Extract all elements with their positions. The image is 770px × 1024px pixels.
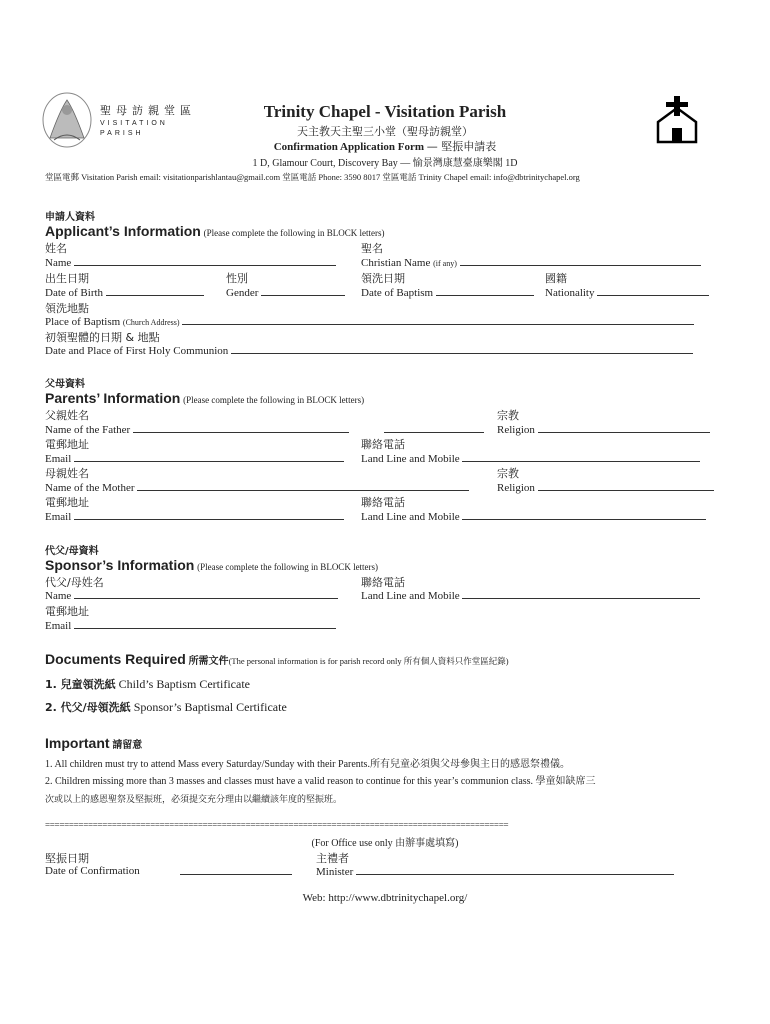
- mother-email-label-zh: 電郵地址: [45, 496, 89, 509]
- fhc-label: Date and Place of First Holy Communion: [45, 345, 229, 357]
- sponsor-name-label-zh: 代父/母姓名: [45, 576, 104, 589]
- important-heading-en: Important: [45, 735, 110, 751]
- minister-label: Minister: [316, 866, 354, 878]
- form-title-en: Confirmation Application Form: [273, 141, 425, 153]
- parents-note: (Please complete the following in BLOCK letters): [183, 395, 365, 405]
- important-line-1: 1. All children must try to attend Mass every Saturday/Sunday with their Parents.所有兒童必須與父母參與主日的感恩祭禮儀。: [45, 759, 570, 770]
- logo-text-en2: PARISH: [100, 130, 144, 137]
- form-title-zh: — 堅振申請表: [426, 140, 497, 153]
- sponsor-email-label-zh: 電郵地址: [45, 605, 89, 618]
- sponsor-note: (Please complete the following in BLOCK letters): [197, 562, 379, 572]
- parents-heading-zh: 父母資料: [45, 379, 85, 390]
- mother-religion-label-zh: 宗教: [497, 467, 519, 480]
- parents-heading: [45, 390, 364, 406]
- documents-heading-zh: 所需文件: [188, 656, 229, 667]
- mother-religion-field[interactable]: [497, 481, 714, 494]
- mother-phone-field[interactable]: [361, 510, 706, 523]
- important-heading-zh: 請留意: [112, 740, 143, 751]
- pob-note: (Church Address): [122, 318, 180, 327]
- father-phone-label-zh: 聯絡電話: [361, 438, 405, 451]
- office-divider: =================================================================================================: [45, 820, 509, 830]
- gender-label-zh: 性別: [226, 272, 248, 285]
- pob-label-zh: 領洗地點: [45, 302, 89, 315]
- minister-field[interactable]: [316, 865, 674, 878]
- website-link[interactable]: Web: http://www.dbtrinitychapel.org/: [302, 892, 468, 904]
- document-item-1-zh: 1. 兒童領洗紙: [45, 678, 116, 691]
- confirmation-date-field[interactable]: [180, 865, 292, 878]
- mother-religion-label: Religion: [497, 482, 535, 494]
- important-line-2: 2. Children missing more than 3 masses and classes must have a valid reason to continue for this year’s communion class. 學童如缺席三: [45, 776, 596, 787]
- sponsor-phone-field[interactable]: [361, 589, 700, 602]
- logo-text-zh: 聖母訪親堂區: [100, 104, 196, 117]
- important-heading: [45, 735, 142, 751]
- father-email-label-zh: 電郵地址: [45, 438, 89, 451]
- mother-label-zh: 母親姓名: [45, 467, 89, 480]
- sponsor-heading-zh: 代父/母資料: [45, 546, 99, 557]
- applicant-heading-zh: 申請人資料: [45, 212, 95, 223]
- document-item-1: [45, 676, 250, 692]
- document-item-1-en: Child’s Baptism Certificate: [118, 677, 250, 691]
- sponsor-name-field[interactable]: [45, 589, 338, 602]
- first-communion-field[interactable]: [45, 344, 693, 357]
- fhc-label-zh: 初領聖體的日期 & 地點: [45, 331, 160, 344]
- dob-field[interactable]: [45, 286, 204, 299]
- document-item-2-en: Sponsor’s Baptismal Certificate: [133, 700, 287, 714]
- documents-heading: [45, 651, 509, 667]
- applicant-heading-en: Applicant’s Information: [45, 223, 201, 239]
- parish-contact: 堂區電郵 Visitation Parish email: visitationparishlantau@gmail.com 堂區電話 Phone: 3590 8017 堂區電話 Trinity Chapel email: info@dbtrinitychapel.org: [45, 172, 580, 182]
- dobap-label-zh: 領洗日期: [361, 272, 405, 285]
- sponsor-email-field[interactable]: [45, 619, 336, 632]
- mother-name-label: Name of the Mother: [45, 482, 135, 494]
- nationality-field[interactable]: [545, 286, 709, 299]
- sponsor-phone-label: Land Line and Mobile: [361, 590, 460, 602]
- sponsor-email-label: Email: [45, 620, 72, 632]
- office-note: (For Office use only 由辦事處填寫): [311, 838, 459, 849]
- pob-label: Place of Baptism: [45, 316, 121, 328]
- baptism-date-label: Date of Baptism: [361, 287, 434, 299]
- father-phone-label: Land Line and Mobile: [361, 453, 460, 465]
- place-of-baptism-field[interactable]: [45, 315, 694, 328]
- page-title: Trinity Chapel - Visitation Parish: [263, 102, 507, 121]
- sponsor-name-label: Name: [45, 590, 72, 602]
- mother-email-field[interactable]: [45, 510, 344, 523]
- document-item-2: [45, 699, 287, 715]
- name-label-zh: 姓名: [45, 242, 67, 255]
- sponsor-phone-label-zh: 聯絡電話: [361, 576, 405, 589]
- baptism-date-field[interactable]: [361, 286, 534, 299]
- applicant-heading: [45, 223, 385, 239]
- important-line-3: 次或以上的感恩聖祭及堅振班，必須提交充分理由以繼續該年度的堅振班。: [45, 795, 343, 805]
- nationality-label: Nationality: [545, 287, 595, 299]
- church-icon: [654, 94, 700, 144]
- confirmation-date-label-zh: 堅振日期: [45, 852, 89, 865]
- gender-field[interactable]: [226, 286, 345, 299]
- mother-email-label: Email: [45, 511, 72, 523]
- father-phone-field[interactable]: [361, 452, 700, 465]
- applicant-note: (Please complete the following in BLOCK letters): [203, 228, 385, 238]
- sponsor-heading: [45, 557, 378, 573]
- mother-phone-label-zh: 聯絡電話: [361, 496, 405, 509]
- gender-label: Gender: [226, 287, 259, 299]
- minister-label-zh: 主禮者: [316, 852, 349, 865]
- sponsor-heading-en: Sponsor’s Information: [45, 557, 195, 573]
- father-religion-field[interactable]: [497, 423, 710, 436]
- parents-heading-en: Parents’ Information: [45, 390, 181, 406]
- parish-address: 1 D, Glamour Court, Discovery Bay — 愉景灣康慧臺康樂閣 1D: [252, 158, 518, 169]
- christian-name-note: (if any): [433, 259, 457, 268]
- mother-name-field[interactable]: [45, 481, 469, 494]
- christian-name-field[interactable]: [361, 256, 701, 269]
- father-name-label: Name of the Father: [45, 424, 131, 436]
- nationality-label-zh: 國籍: [545, 272, 567, 285]
- dob-label: Date of Birth: [45, 287, 104, 299]
- name-field[interactable]: [45, 256, 336, 269]
- christian-label-zh: 聖名: [361, 242, 383, 255]
- christian-name-label: Christian Name: [361, 257, 431, 269]
- father-religion-label-zh: 宗教: [497, 409, 519, 422]
- document-item-2-zh: 2. 代父/母領洗紙: [45, 701, 131, 714]
- father-email-field[interactable]: [45, 452, 344, 465]
- father-email-label: Email: [45, 453, 72, 465]
- subtitle-zh: 天主教天主聖三小堂（聖母訪親堂）: [297, 125, 473, 138]
- documents-heading-en: Documents Required: [45, 651, 186, 667]
- dob-label-zh: 出生日期: [45, 272, 89, 285]
- mother-phone-label: Land Line and Mobile: [361, 511, 460, 523]
- name-label: Name: [45, 257, 72, 269]
- confirmation-date-label: Date of Confirmation: [45, 865, 140, 877]
- father-label-zh: 父親姓名: [45, 409, 89, 422]
- father-name-field[interactable]: [45, 423, 349, 436]
- logo-text-en1: VISITATION: [100, 120, 168, 127]
- father-religion-label: Religion: [497, 424, 535, 436]
- father-name-extra-line: [384, 423, 484, 436]
- documents-note: (The personal information is for parish record only 所有個人資料只作堂區紀錄): [228, 656, 509, 666]
